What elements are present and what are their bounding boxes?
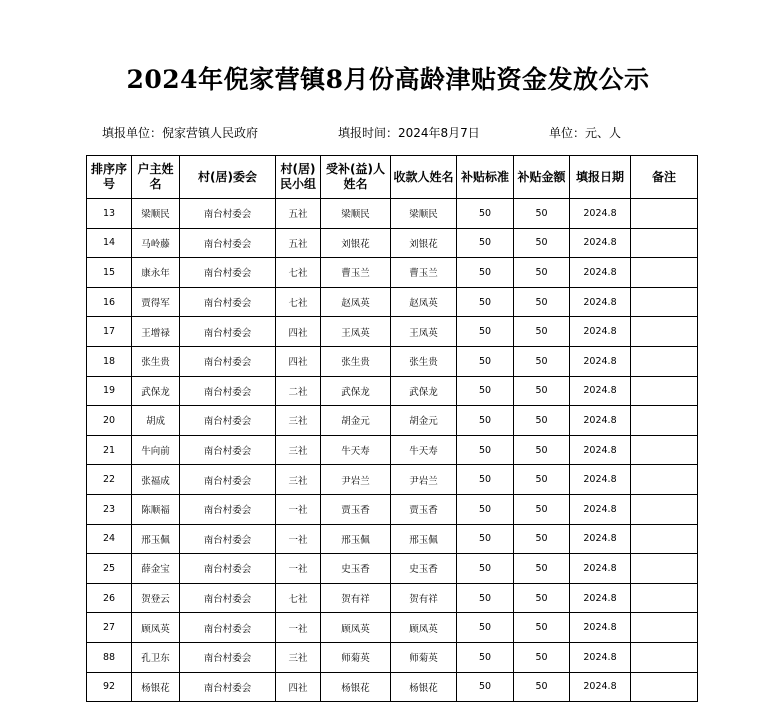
table-cell [631,287,698,317]
table-row [87,228,698,258]
table-cell: 50 [457,642,514,672]
measure-unit: 单位：元、人 [549,126,622,140]
table-cell: 师菊英 [391,642,457,672]
table-cell [631,435,698,465]
table-row [87,613,698,643]
table-row [87,287,698,317]
table-cell: 胡金元 [391,406,457,436]
table-cell: 南台村委会 [180,642,276,672]
column-header: 排序序号 [87,156,132,199]
table-cell: 南台村委会 [180,317,276,347]
table-cell: 牛向前 [132,435,180,465]
table-cell: 50 [457,435,514,465]
reporting-date: 填报时间：2024年8月7日 [338,126,480,140]
column-header: 受补(益)人姓名 [321,156,391,199]
table-cell: 刘银花 [391,228,457,258]
table-cell [631,642,698,672]
table-cell: 2024.8 [570,642,631,672]
table-cell: 2024.8 [570,317,631,347]
table-cell: 50 [514,199,570,229]
table-cell: 南台村委会 [180,524,276,554]
table-cell: 50 [514,494,570,524]
column-header: 备注 [631,156,698,199]
table-cell: 2024.8 [570,583,631,613]
table-cell: 50 [457,376,514,406]
table-cell: 七社 [276,583,321,613]
table-cell: 四社 [276,346,321,376]
table-cell: 张生贵 [321,346,391,376]
table-cell: 南台村委会 [180,435,276,465]
table-cell: 贾玉香 [321,494,391,524]
table-cell: 康永年 [132,258,180,288]
table-cell: 牛天寿 [391,435,457,465]
table-cell: 五社 [276,199,321,229]
table-cell: 2024.8 [570,554,631,584]
table-cell [631,524,698,554]
table-cell: 武保龙 [321,376,391,406]
table-cell: 50 [514,287,570,317]
table-row [87,494,698,524]
table-cell: 50 [514,258,570,288]
table-cell: 16 [87,287,132,317]
table-cell: 50 [457,613,514,643]
table-cell: 2024.8 [570,258,631,288]
table-cell: 50 [457,346,514,376]
table-cell: 23 [87,494,132,524]
table-row [87,346,698,376]
table-cell [631,228,698,258]
table-cell: 曹玉兰 [321,258,391,288]
table-cell: 顾凤英 [391,613,457,643]
table-cell: 尹岩兰 [321,465,391,495]
table-cell: 50 [457,287,514,317]
table-cell: 张生贵 [132,346,180,376]
table-cell [631,554,698,584]
table-cell: 贾玉香 [391,494,457,524]
table-cell [631,465,698,495]
table-cell: 21 [87,435,132,465]
table-cell: 2024.8 [570,524,631,554]
table-cell: 五社 [276,228,321,258]
table-cell: 22 [87,465,132,495]
table-cell: 贺登云 [132,583,180,613]
table-cell [631,406,698,436]
table-cell: 牛天寿 [321,435,391,465]
table-cell: 88 [87,642,132,672]
table-cell: 2024.8 [570,199,631,229]
table-cell: 顾凤英 [132,613,180,643]
table-cell: 薛金宝 [132,554,180,584]
table-cell: 20 [87,406,132,436]
table-cell: 一社 [276,494,321,524]
table-cell [631,199,698,229]
table-cell: 27 [87,613,132,643]
table-cell: 梁顺民 [391,199,457,229]
table-cell: 50 [514,376,570,406]
table-cell [631,672,698,702]
table-cell [631,317,698,347]
table-cell: 邢玉佩 [321,524,391,554]
table-row [87,376,698,406]
table-cell: 贺有祥 [321,583,391,613]
table-cell: 50 [457,494,514,524]
column-header: 户主姓名 [132,156,180,199]
table-cell: 2024.8 [570,228,631,258]
table-cell: 马岭藤 [132,228,180,258]
table-cell: 南台村委会 [180,494,276,524]
table-cell: 曹玉兰 [391,258,457,288]
table-cell: 史玉香 [391,554,457,584]
table-cell: 七社 [276,287,321,317]
table-cell: 50 [457,672,514,702]
table-cell: 邢玉佩 [391,524,457,554]
table-cell: 赵凤英 [391,287,457,317]
table-cell: 杨银花 [132,672,180,702]
table-row [87,524,698,554]
table-cell: 刘银花 [321,228,391,258]
table-cell: 尹岩兰 [391,465,457,495]
table-cell: 25 [87,554,132,584]
table-cell: 南台村委会 [180,376,276,406]
table-cell: 18 [87,346,132,376]
table-cell: 50 [514,613,570,643]
subsidy-table [86,155,698,702]
table-cell: 南台村委会 [180,613,276,643]
table-cell: 赵凤英 [321,287,391,317]
table-cell: 2024.8 [570,376,631,406]
table-cell: 50 [514,583,570,613]
table-cell: 50 [457,199,514,229]
table-cell: 孔卫东 [132,642,180,672]
table-cell: 贺有祥 [391,583,457,613]
table-cell: 50 [457,317,514,347]
column-header: 村(居)民小组 [276,156,321,199]
table-row [87,672,698,702]
table-cell: 师菊英 [321,642,391,672]
table-cell: 二社 [276,376,321,406]
table-cell: 50 [514,642,570,672]
table-cell: 50 [457,228,514,258]
table-cell: 50 [514,317,570,347]
table-cell: 杨银花 [391,672,457,702]
table-cell: 梁顺民 [132,199,180,229]
table-cell: 四社 [276,317,321,347]
table-cell: 50 [514,465,570,495]
table-cell: 2024.8 [570,613,631,643]
table-cell: 50 [514,228,570,258]
table-row [87,258,698,288]
header-row [87,156,698,199]
table-row [87,465,698,495]
table-cell: 26 [87,583,132,613]
table-cell: 一社 [276,613,321,643]
table-cell: 50 [514,524,570,554]
table-cell: 武保龙 [391,376,457,406]
table-cell [631,346,698,376]
table-cell: 南台村委会 [180,554,276,584]
column-header: 收款人姓名 [391,156,457,199]
table-cell: 50 [514,554,570,584]
table-cell: 50 [457,583,514,613]
table-cell: 王凤英 [321,317,391,347]
table-cell: 南台村委会 [180,672,276,702]
table-cell: 三社 [276,435,321,465]
table-cell: 三社 [276,406,321,436]
column-header: 补贴金额 [514,156,570,199]
table-row [87,642,698,672]
table-cell: 2024.8 [570,406,631,436]
table-cell: 2024.8 [570,435,631,465]
table-cell: 50 [457,524,514,554]
table-cell: 史玉香 [321,554,391,584]
table-cell: 陈顺福 [132,494,180,524]
table-row [87,435,698,465]
table-cell: 一社 [276,524,321,554]
table-cell: 17 [87,317,132,347]
table-cell: 24 [87,524,132,554]
table-cell: 张生贵 [391,346,457,376]
table-row [87,583,698,613]
table-cell: 一社 [276,554,321,584]
table-cell: 2024.8 [570,672,631,702]
table-cell: 四社 [276,672,321,702]
table-cell: 王凤英 [391,317,457,347]
table-cell: 2024.8 [570,465,631,495]
table-cell: 武保龙 [132,376,180,406]
table-cell: 顾凤英 [321,613,391,643]
table-row [87,317,698,347]
column-header: 村(居)委会 [180,156,276,199]
table-cell: 南台村委会 [180,583,276,613]
table-cell: 张福成 [132,465,180,495]
table-cell [631,613,698,643]
column-header: 填报日期 [570,156,631,199]
table-cell [631,258,698,288]
table-cell: 南台村委会 [180,465,276,495]
column-header: 补贴标准 [457,156,514,199]
reporting-unit: 填报单位：倪家营镇人民政府 [102,126,259,140]
table-cell: 50 [457,465,514,495]
table-cell: 梁顺民 [321,199,391,229]
table-cell: 13 [87,199,132,229]
table-cell: 南台村委会 [180,287,276,317]
table-cell: 50 [457,258,514,288]
table-cell: 七社 [276,258,321,288]
table-cell: 50 [514,672,570,702]
table-cell [631,376,698,406]
table-cell: 南台村委会 [180,199,276,229]
table-cell: 三社 [276,465,321,495]
table-cell: 50 [457,554,514,584]
table-row [87,406,698,436]
table-cell: 50 [514,435,570,465]
table-cell: 50 [514,346,570,376]
table-cell: 邢玉佩 [132,524,180,554]
table-row [87,554,698,584]
table-cell: 南台村委会 [180,228,276,258]
table-cell: 2024.8 [570,494,631,524]
table-cell: 胡金元 [321,406,391,436]
table-cell: 2024.8 [570,346,631,376]
page-title: 2024年倪家营镇8月份高龄津贴资金发放公示 [126,65,650,94]
table-cell: 三社 [276,642,321,672]
table-cell: 15 [87,258,132,288]
table-cell: 南台村委会 [180,258,276,288]
table-row [87,199,698,229]
table-cell: 19 [87,376,132,406]
table-cell [631,583,698,613]
table-cell: 杨银花 [321,672,391,702]
table-cell: 胡成 [132,406,180,436]
table-cell: 2024.8 [570,287,631,317]
table-cell: 南台村委会 [180,406,276,436]
table-cell: 贾得军 [132,287,180,317]
table-cell: 50 [514,406,570,436]
table-cell: 92 [87,672,132,702]
table-cell: 王增禄 [132,317,180,347]
table-cell: 50 [457,406,514,436]
table-cell [631,494,698,524]
table-cell: 14 [87,228,132,258]
table-cell: 南台村委会 [180,346,276,376]
